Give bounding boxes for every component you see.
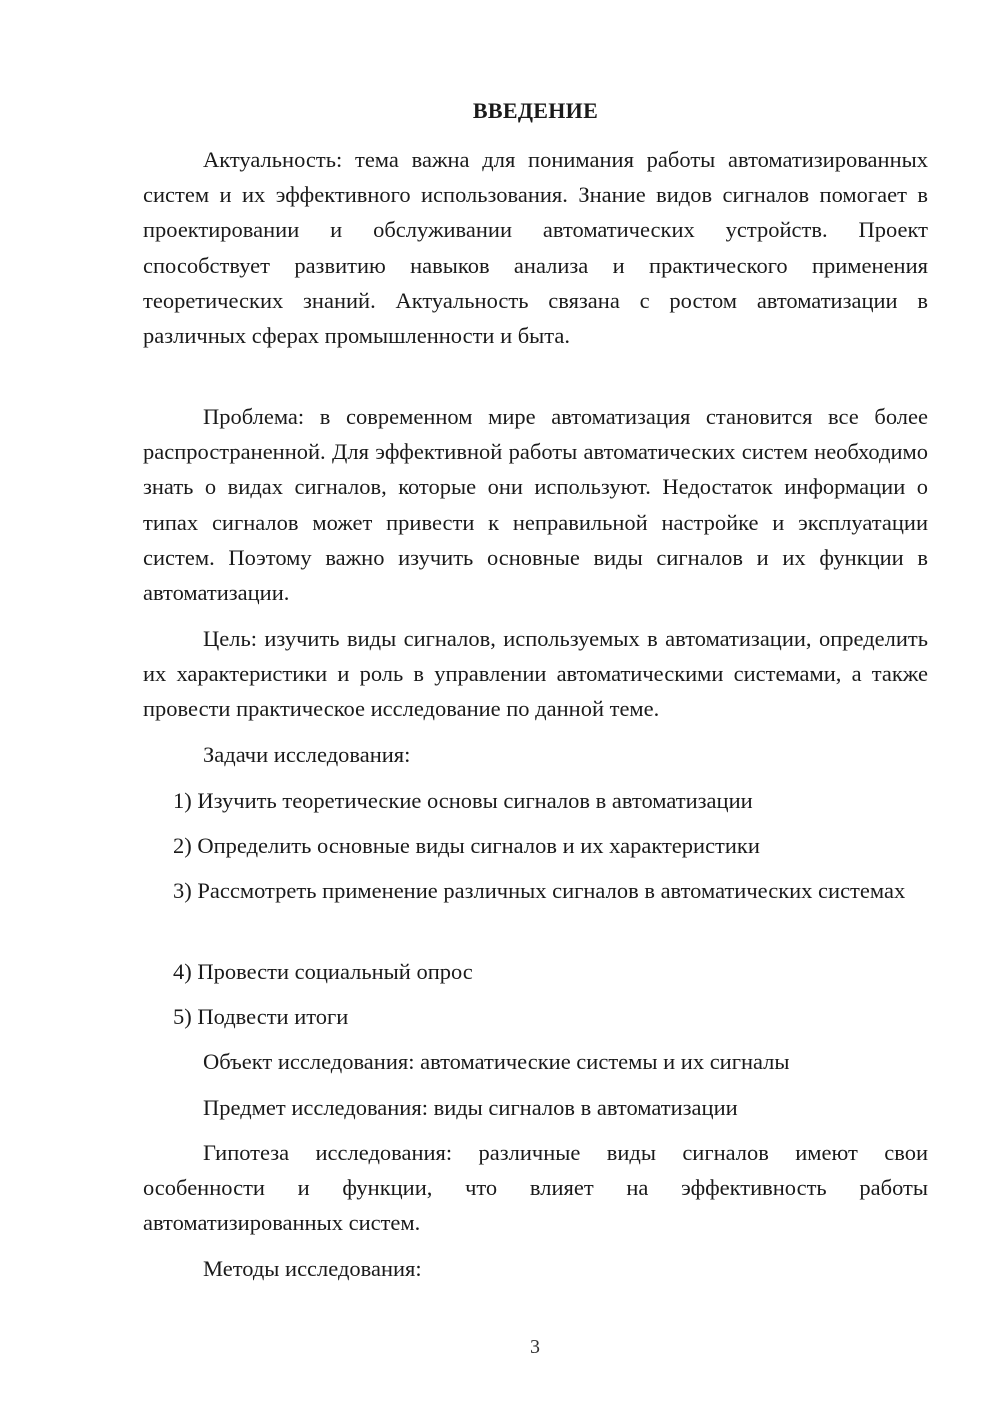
task-item-3: 3) Рассмотреть применение различных сигналов в автоматических системах bbox=[173, 878, 906, 903]
section-title: ВВЕДЕНИЕ bbox=[472, 98, 599, 123]
task-item-5: 5) Подвести итоги bbox=[173, 1004, 349, 1029]
task-item-4: 4) Провести социальный опрос bbox=[173, 959, 473, 984]
goal-paragraph: Цель: изучить виды сигналов, используемых в автоматизации, определить их характеристики и роль в управлении автоматическими системами, а также провести практическое исследование по данной теме. bbox=[143, 626, 928, 722]
relevance-paragraph: Актуальность: тема важна для понимания работы автоматизированных систем и их эффективного использования. Знание видов сигналов помогает в проектировании и обслуживании автоматических устройств. Проект способствует развитию навыков анализа и практического применения теоретических знаний. Актуальность связана с ростом автоматизации в различных сферах промышленности и быта. bbox=[143, 147, 928, 349]
problem-paragraph: Проблема: в современном мире автоматизация становится все более распространенной. Для эффективной работы автоматических систем необходимо знать о видах сигналов, которые они используют. Недостаток информации о типах сигналов может привести к неправильной настройке и эксплуатации систем. Поэтому важно изучить основные виды сигналов и их функции в автоматизации. bbox=[143, 404, 928, 606]
object-line: Объект исследования: автоматические системы и их сигналы bbox=[203, 1049, 790, 1074]
page-number: 3 bbox=[530, 1336, 540, 1358]
subject-line: Предмет исследования: виды сигналов в автоматизации bbox=[203, 1095, 738, 1120]
task-item-1: 1) Изучить теоретические основы сигналов в автоматизации bbox=[173, 788, 753, 813]
task-item-2: 2) Определить основные виды сигналов и их характеристики bbox=[173, 833, 760, 858]
methods-heading: Методы исследования: bbox=[203, 1256, 422, 1281]
hypothesis-paragraph: Гипотеза исследования: различные виды сигналов имеют свои особенности и функции, что влияет на эффективность работы автоматизированных систем. bbox=[143, 1140, 928, 1236]
tasks-heading: Задачи исследования: bbox=[203, 742, 411, 767]
